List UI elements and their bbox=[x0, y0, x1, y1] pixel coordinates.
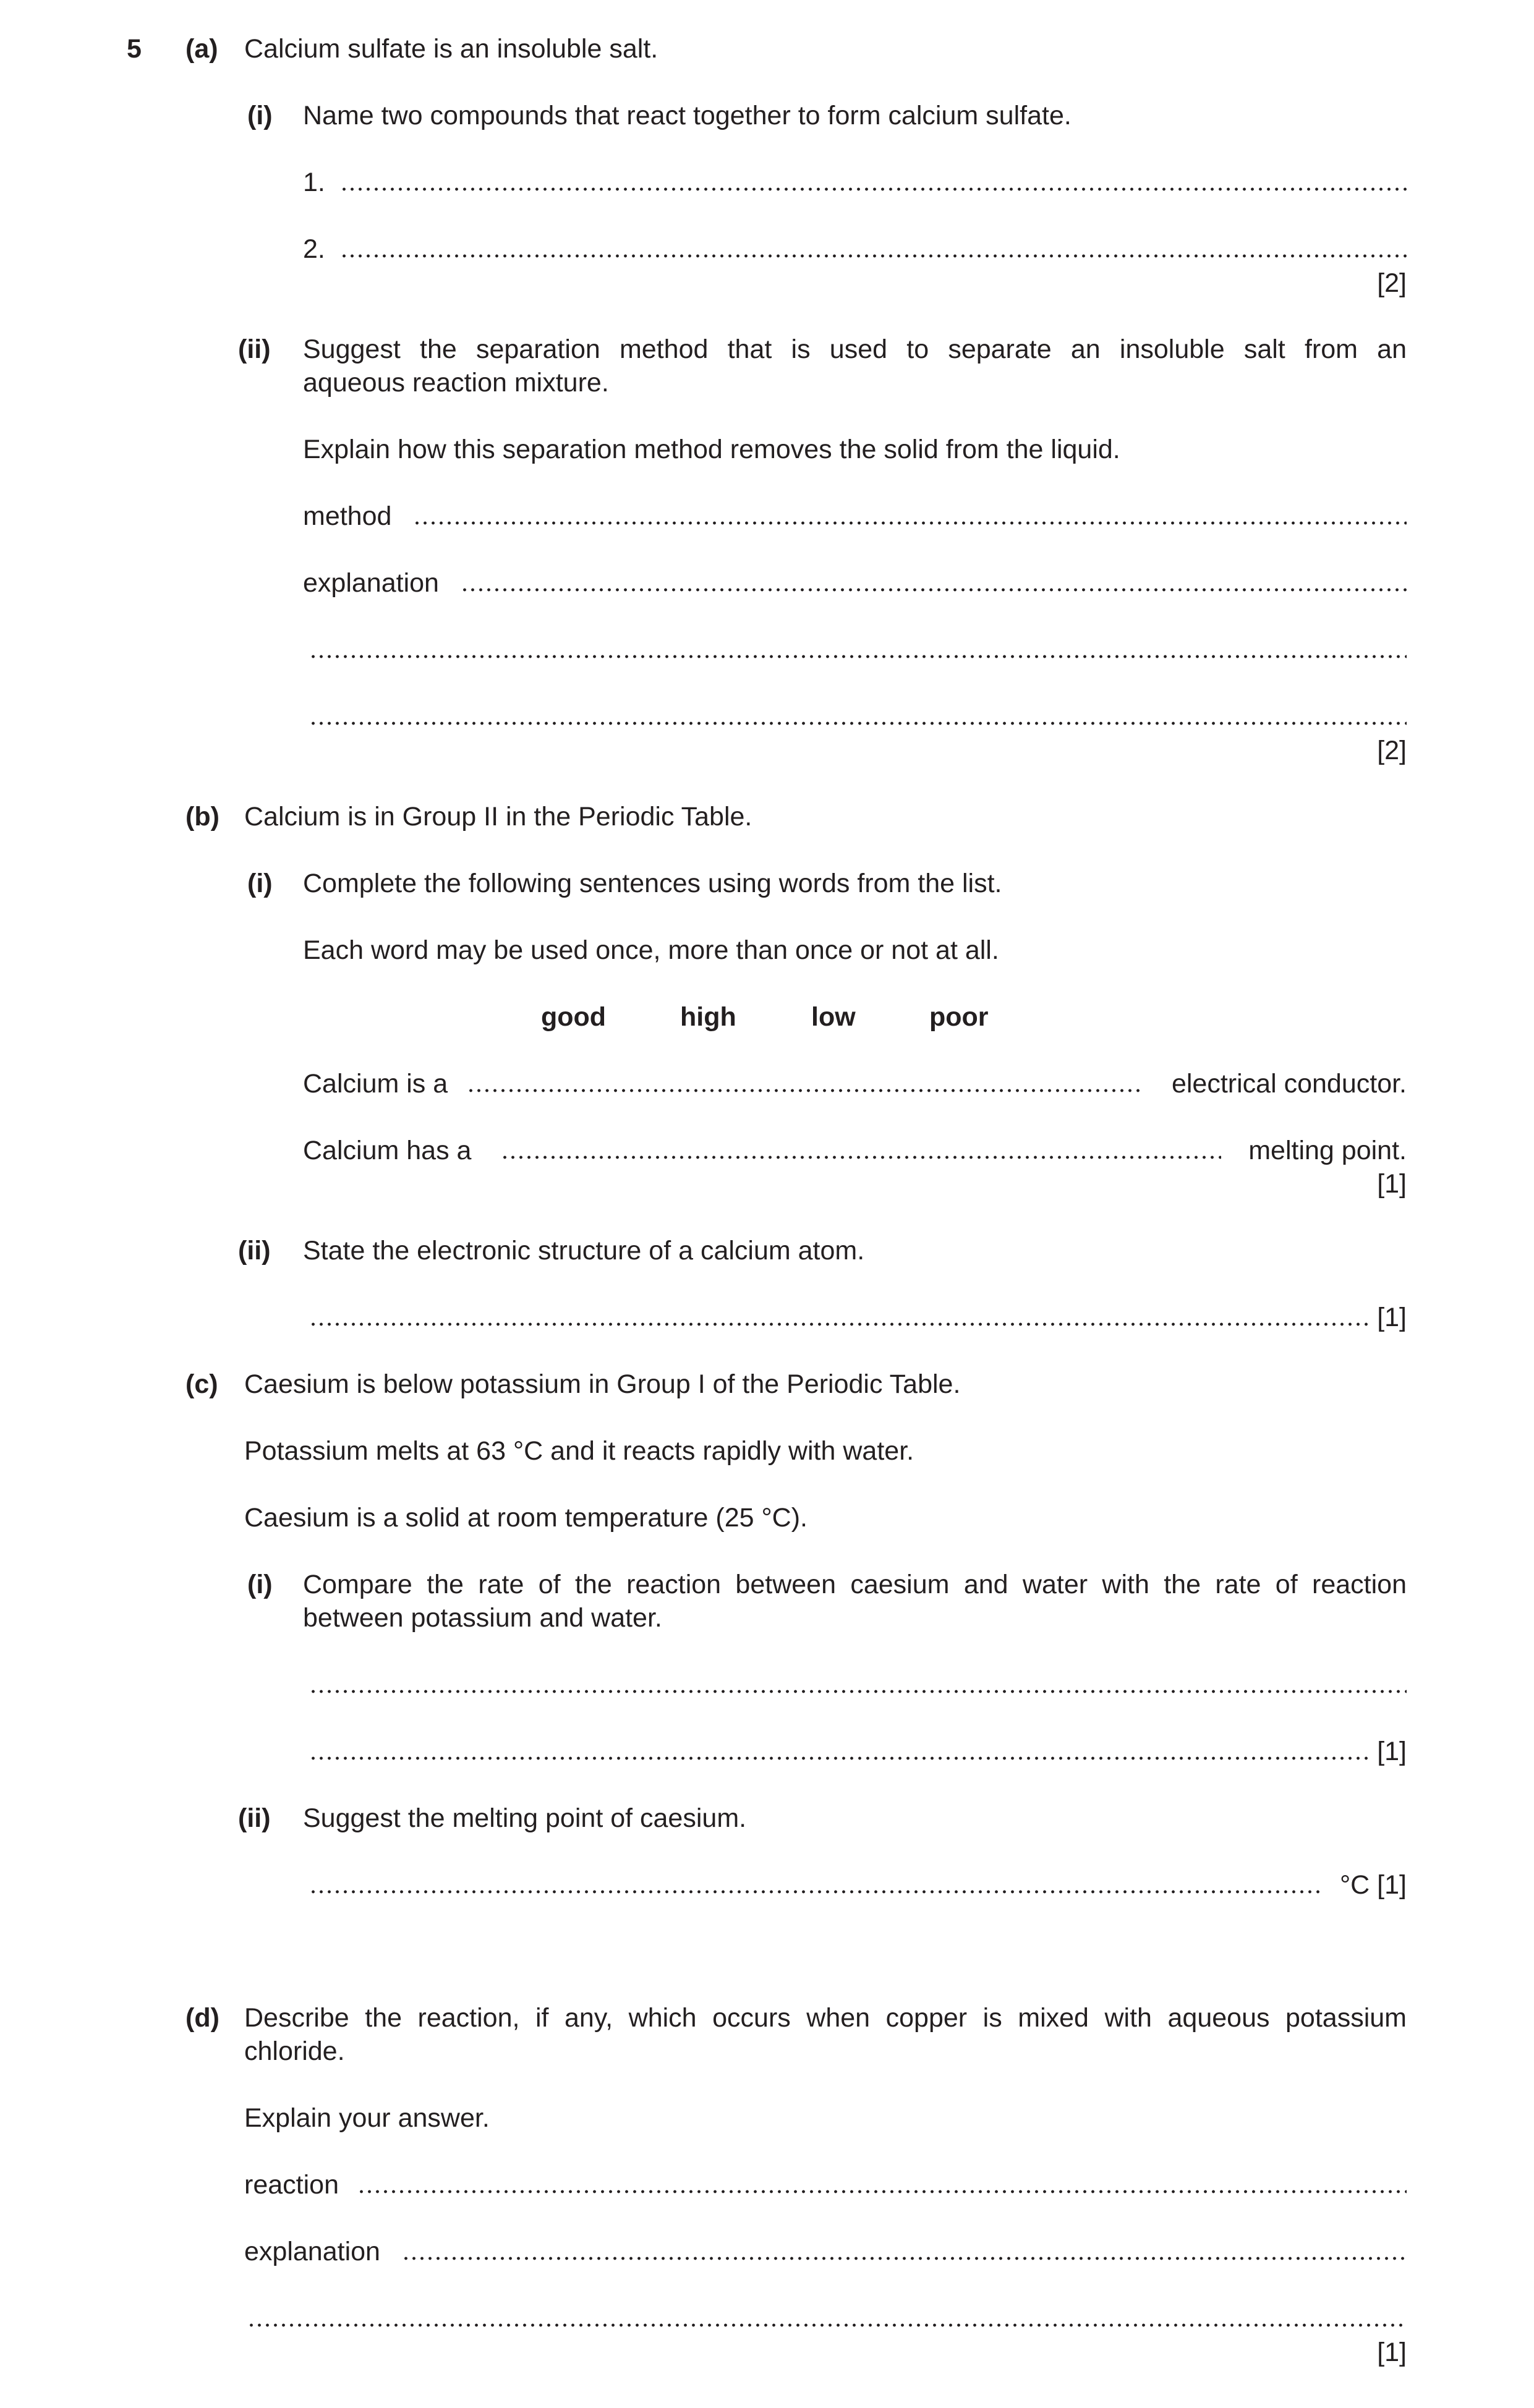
part-a-ii-text-line1: Suggest the separation method that is used to separate an insoluble salt from an bbox=[303, 334, 1407, 364]
marks-b-i: [1] bbox=[1377, 1169, 1407, 1199]
sentence2-start: Calcium has a bbox=[303, 1136, 472, 1165]
unit-marks-c-ii: °C [1] bbox=[1339, 1870, 1407, 1900]
sentence1-end: electrical conductor. bbox=[1171, 1069, 1407, 1099]
answer-line-method[interactable] bbox=[413, 521, 1407, 525]
part-b-stem: Calcium is in Group II in the Periodic Table. bbox=[244, 802, 752, 832]
part-b-label: (b) bbox=[185, 802, 219, 832]
part-c-fact1: Potassium melts at 63 °C and it reacts rapidly with water. bbox=[244, 1436, 914, 1466]
part-c-i-text-line1: Compare the rate of the reaction between caesium and water with the rate of reaction bbox=[303, 1570, 1407, 1599]
part-b-i-note: Each word may be used once, more than once or not at all. bbox=[303, 935, 999, 965]
method-label: method bbox=[303, 501, 392, 531]
part-b-ii-text: State the electronic structure of a calcium atom. bbox=[303, 1236, 865, 1266]
answer-line-a-i-1[interactable] bbox=[340, 187, 1407, 191]
part-c-label: (c) bbox=[185, 1369, 218, 1399]
answer-line-c-i-1[interactable] bbox=[309, 1690, 1407, 1693]
marks-c-i: [1] bbox=[1377, 1737, 1407, 1766]
question-number: 5 bbox=[127, 34, 142, 64]
word-poor: poor bbox=[929, 1002, 989, 1032]
part-b-ii-label: (ii) bbox=[238, 1236, 271, 1266]
part-c-stem: Caesium is below potassium in Group I of the Periodic Table. bbox=[244, 1369, 961, 1399]
answer-line-number-1: 1. bbox=[303, 168, 325, 197]
part-d-label: (d) bbox=[185, 2003, 219, 2033]
part-d-text-line1: Describe the reaction, if any, which occurs when copper is mixed with aqueous potassium bbox=[244, 2003, 1407, 2033]
part-a-label: (a) bbox=[185, 34, 218, 64]
word-low: low bbox=[811, 1002, 856, 1032]
answer-line-sentence2[interactable] bbox=[501, 1155, 1221, 1159]
answer-line-explanation-3[interactable] bbox=[309, 721, 1407, 725]
part-c-ii-label: (ii) bbox=[238, 1803, 271, 1833]
marks-d: [1] bbox=[1377, 2338, 1407, 2367]
explanation-label-d: explanation bbox=[244, 2237, 380, 2266]
answer-line-b-ii[interactable] bbox=[309, 1322, 1370, 1326]
answer-line-d-explanation-1[interactable] bbox=[402, 2257, 1407, 2260]
answer-line-explanation-2[interactable] bbox=[309, 655, 1407, 658]
part-b-i-text: Complete the following sentences using words from the list. bbox=[303, 869, 1002, 898]
part-a-ii-explain: Explain how this separation method removes the solid from the liquid. bbox=[303, 435, 1120, 464]
part-c-i-text-line2: between potassium and water. bbox=[303, 1603, 662, 1633]
word-high: high bbox=[680, 1002, 736, 1032]
part-a-ii-text-line2: aqueous reaction mixture. bbox=[303, 368, 609, 398]
sentence1-start: Calcium is a bbox=[303, 1069, 448, 1099]
marks-a-i: [2] bbox=[1377, 268, 1407, 298]
part-a-ii-label: (ii) bbox=[238, 334, 271, 364]
reaction-label: reaction bbox=[244, 2170, 339, 2200]
answer-line-reaction[interactable] bbox=[357, 2190, 1407, 2193]
part-b-i-label: (i) bbox=[247, 869, 273, 898]
word-good: good bbox=[541, 1002, 607, 1032]
part-c-i-label: (i) bbox=[247, 1570, 273, 1599]
part-d-text-line2: chloride. bbox=[244, 2036, 345, 2066]
answer-line-a-i-2[interactable] bbox=[340, 254, 1407, 258]
answer-line-d-explanation-2[interactable] bbox=[247, 2323, 1407, 2327]
answer-line-number-2: 2. bbox=[303, 234, 325, 264]
part-c-ii-text: Suggest the melting point of caesium. bbox=[303, 1803, 747, 1833]
answer-line-sentence1[interactable] bbox=[467, 1089, 1144, 1092]
part-a-stem: Calcium sulfate is an insoluble salt. bbox=[244, 34, 658, 64]
marks-b-ii: [1] bbox=[1377, 1303, 1407, 1332]
sentence2-end: melting point. bbox=[1248, 1136, 1407, 1165]
part-a-i-label: (i) bbox=[247, 101, 273, 130]
part-a-i-text: Name two compounds that react together to form calcium sulfate. bbox=[303, 101, 1072, 130]
part-d-explain: Explain your answer. bbox=[244, 2103, 490, 2133]
explanation-label: explanation bbox=[303, 568, 439, 598]
part-c-fact2: Caesium is a solid at room temperature (25 °C). bbox=[244, 1503, 807, 1533]
answer-line-c-i-2[interactable] bbox=[309, 1756, 1370, 1760]
answer-line-c-ii[interactable] bbox=[309, 1890, 1323, 1894]
marks-a-ii: [2] bbox=[1377, 736, 1407, 765]
answer-line-explanation-1[interactable] bbox=[461, 588, 1407, 592]
